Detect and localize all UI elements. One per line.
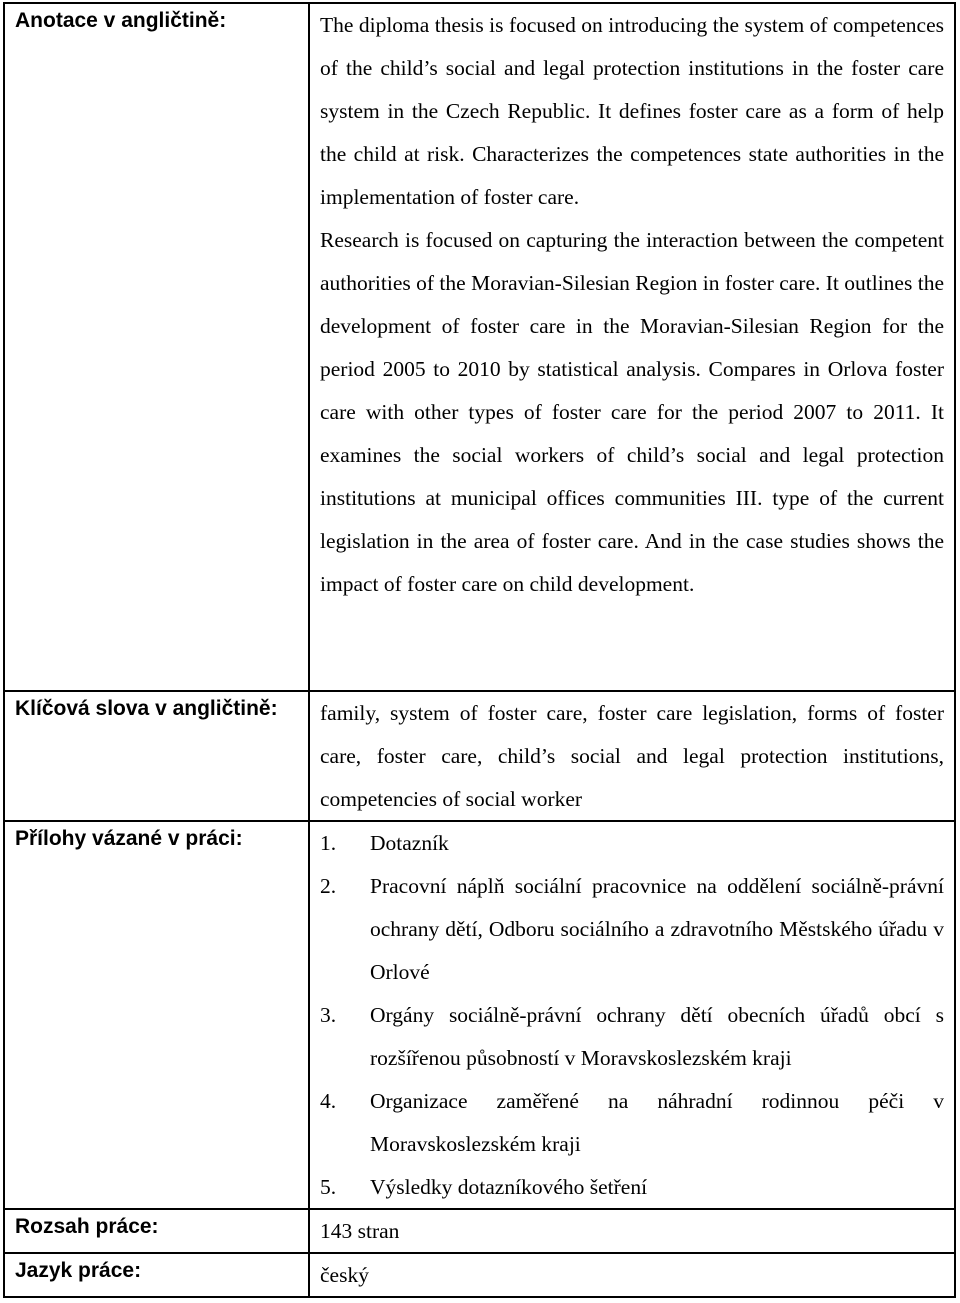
thesis-info-table xyxy=(3,2,956,1298)
attachment-item: 3. Orgány sociálně-právní ochrany dětí obecních úřadů obcí s rozšířenou působností v Moravskoslezském kraji xyxy=(320,1003,944,1070)
row-extent xyxy=(5,1208,954,1252)
row-keywords xyxy=(5,690,954,820)
row-language xyxy=(5,1252,954,1296)
extent-value: 143 stran xyxy=(320,1219,400,1243)
attachment-item: 5. Výsledky dotazníkového šetření xyxy=(320,1175,648,1199)
abstract-label: Anotace v angličtině: xyxy=(15,9,227,32)
row-attachments xyxy=(5,820,954,1208)
attachments-list xyxy=(320,822,944,1209)
attachments-label: Přílohy vázané v práci: xyxy=(15,827,243,850)
abstract-paragraph-2: Research is focused on capturing the interaction between the competent authorities of the Moravian-Silesian Region in foster care. It outlines the development of foster care in the Moravian-Silesian Region for the period 2005 to 2010 by statistical analysis. Compares in Orlova foster care with other types of foster care for the period 2007 to 2011. It examines the social workers of child’s social and legal protection institutions at municipal offices communities III. type of the current legislation in the area of foster care. And in the case studies shows the impact of foster care on child development. xyxy=(320,228,944,596)
language-label: Jazyk práce: xyxy=(15,1259,142,1282)
keywords-text: family, system of foster care, foster care legislation, forms of foster care, foster care, child’s social and legal protection institutions, competencies of social worker xyxy=(320,701,944,811)
attachment-item: 1. Dotazník xyxy=(320,831,449,855)
language-value: český xyxy=(320,1263,369,1287)
row-abstract xyxy=(5,4,954,690)
extent-label: Rozsah práce: xyxy=(15,1215,159,1238)
abstract-text xyxy=(320,4,944,606)
attachment-item: 4. Organizace zaměřené na náhradní rodinnou péči v Moravskoslezském kraji xyxy=(320,1089,944,1156)
abstract-paragraph-1: The diploma thesis is focused on introducing the system of competences of the child’s social and legal protection institutions in the foster care system in the Czech Republic. It defines foster care as a form of help the child at risk. Characterizes the competences state authorities in the implementation of foster care. xyxy=(320,13,944,209)
keywords-label: Klíčová slova v angličtině: xyxy=(15,697,278,720)
attachment-item: 2. Pracovní náplň sociální pracovnice na oddělení sociálně-právní ochrany dětí, Odboru sociálního a zdravotního Městského úřadu v Orlové xyxy=(320,874,944,984)
